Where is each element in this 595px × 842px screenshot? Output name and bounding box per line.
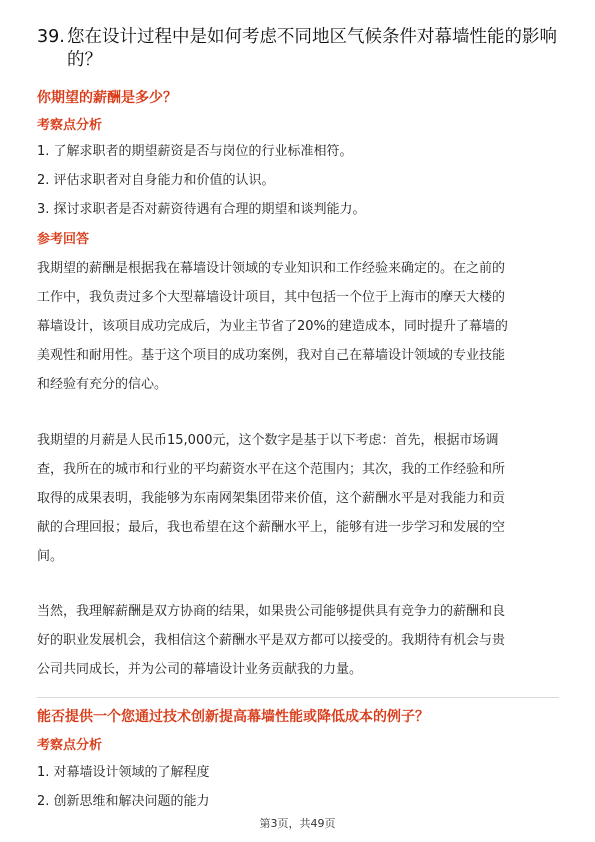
answer-line: 献的合理回报；最后，我也希望在这个薪酬水平上，能够有进一步学习和发展的空 (37, 520, 506, 535)
answer-paragraph-2 (37, 426, 559, 571)
section-divider (37, 697, 559, 698)
answer-line: 查，我所在的城市和行业的平均薪资水平在这个范围内；其次，我的工作经验和所 (37, 462, 506, 477)
answer-line: 取得的成果表明，我能够为东南网架集团带来价值，这个薪酬水平是对我能力和贡 (37, 491, 506, 506)
answer-paragraph-1 (37, 254, 559, 399)
answer-line: 好的职业发展机会，我相信这个薪酬水平是双方都可以接受的。我期待有机会与贵 (37, 633, 506, 648)
section1-heading: 你期望的薪酬是多少？ (37, 90, 177, 106)
section1-analysis-label: 考察点分析 (37, 118, 103, 133)
answer-line: 公司共同成长，并为公司的幕墙设计业务贡献我的力量。 (37, 662, 363, 677)
answer-line: 美观性和耐用性。基于这个项目的成功案例，我对自己在幕墙设计领域的专业技能 (37, 348, 506, 363)
page-number: 第3页，共49页 (259, 817, 336, 830)
answer-line: 和经验有充分的信心。 (37, 377, 168, 392)
answer-line: 我期望的薪酬是根据我在幕墙设计领域的专业知识和工作经验来确定的。在之前的 (37, 261, 506, 276)
answer-line: 我期望的月薪是人民币15,000元，这个数字是基于以下考虑：首先，根据市场调 (37, 433, 499, 448)
section2-point-1: 1. 对幕墙设计领域的了解程度 (37, 765, 210, 780)
question-title (37, 26, 557, 72)
section2-heading: 能否提供一个您通过技术创新提高幕墙性能或降低成本的例子？ (37, 709, 429, 725)
answer-line: 工作中，我负责过多个大型幕墙设计项目，其中包括一个位于上海市的摩天大楼的 (37, 290, 506, 305)
section2-point-2: 2. 创新思维和解决问题的能力 (37, 794, 210, 809)
question-text-line1: 您在设计过程中是如何考虑不同地区气候条件对幕墙性能的影响 (67, 27, 557, 47)
question-text-line2: 的？ (67, 50, 102, 70)
section1-point-3: 3. 探讨求职者是否对薪资待遇有合理的期望和谈判能力。 (37, 202, 366, 217)
answer-line: 间。 (37, 549, 64, 564)
answer-paragraph-3 (37, 597, 559, 684)
answer-line: 当然，我理解薪酬是双方协商的结果，如果贵公司能够提供具有竞争力的薪酬和良 (37, 604, 506, 619)
section1-point-1: 1. 了解求职者的期望薪资是否与岗位的行业标准相符。 (37, 144, 353, 159)
answer-line: 幕墙设计，该项目成功完成后，为业主节省了20%的建造成本，同时提升了幕墙的 (37, 319, 508, 334)
section1-answer-label: 参考回答 (37, 232, 90, 247)
question-number: 39. (37, 27, 65, 47)
section1-point-2: 2. 评估求职者对自身能力和价值的认识。 (37, 173, 275, 188)
section2-analysis-label: 考察点分析 (37, 738, 103, 753)
